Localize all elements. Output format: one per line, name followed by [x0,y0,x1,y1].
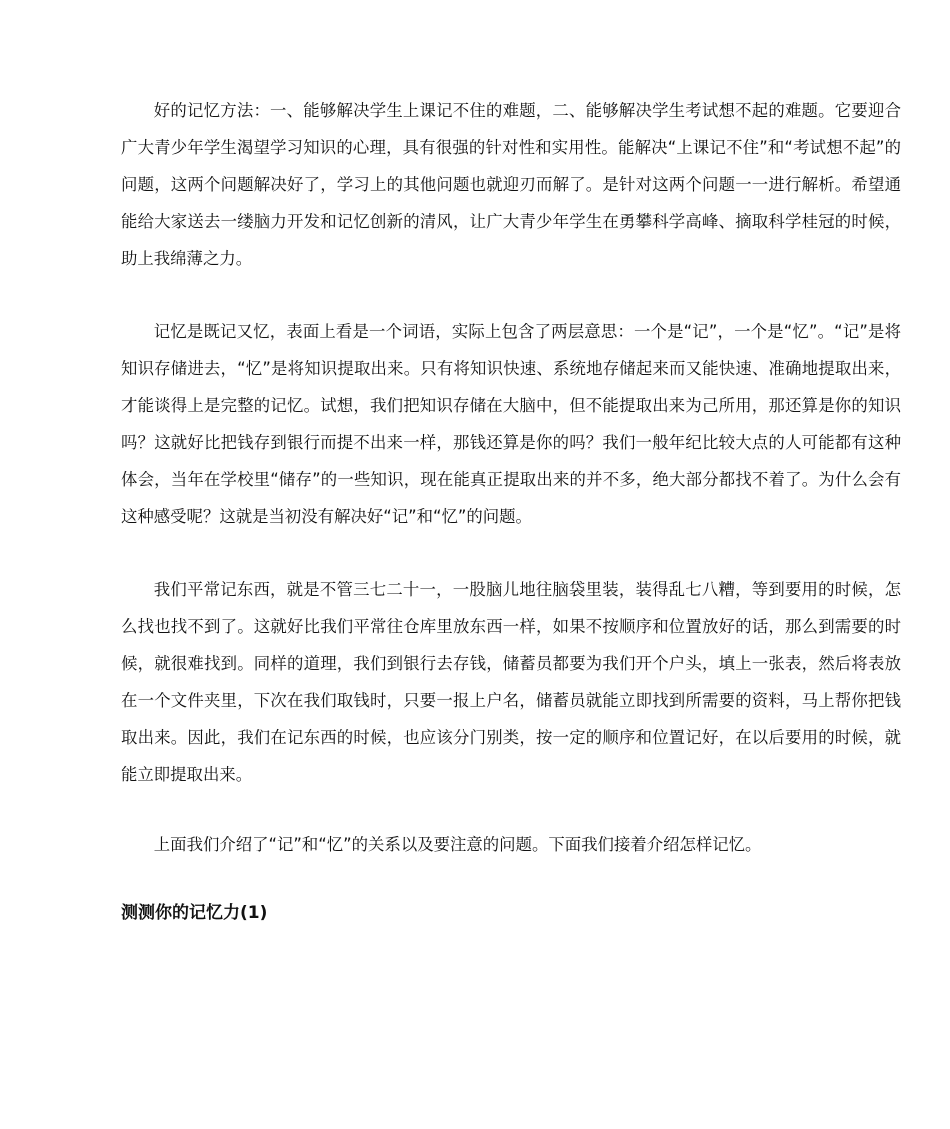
paragraph-memory-definition: 记忆是既记又忆，表面上看是一个词语，实际上包含了两层意思：一个是“记”，一个是“忆”。“记”是将知识存储进去，“忆”是将知识提取出来。只有将知识快速、系统地存储起来而又能快速、准确地提取出来，才能谈得上是完整的记忆。试想，我们把知识存储在大脑中，但不能提取出来为己所用，那还算是你的知识吗？这就好比把钱存到银行而提不出来一样，那钱还算是你的吗？我们一般年纪比较大点的人可能都有这种体会，当年在学校里“储存”的一些知识，现在能真正提取出来的并不多，绝大部分都找不着了。为什么会有这种感受呢？这就是当初没有解决好“记”和“忆”的问题。 [121,322,901,526]
section-heading: 测测你的记忆力(1) [121,903,268,923]
paragraph-memory-organization: 我们平常记东西，就是不管三七二十一，一股脑儿地往脑袋里装，装得乱七八糟，等到要用的时候，怎么找也找不到了。这就好比我们平常往仓库里放东西一样，如果不按顺序和位置放好的话，那么到需要的时候，就很难找到。同样的道理，我们到银行去存钱，储蓄员都要为我们开个户头，填上一张表，然后将表放在一个文件夹里，下次在我们取钱时，只要一报上户名，储蓄员就能立即找到所需要的资料，马上帮你把钱取出来。因此，我们在记东西的时候，也应该分门别类，按一定的顺序和位置记好，在以后要用的时候，就能立即提取出来。 [121,580,901,784]
paragraph-transition: 上面我们介绍了“记”和“忆”的关系以及要注意的问题。下面我们接着介绍怎样记忆。 [153,835,762,854]
paragraph-memory-method: 好的记忆方法：一、能够解决学生上课记不住的难题，二、能够解决学生考试想不起的难题。它要迎合广大青少年学生渴望学习知识的心理，具有很强的针对性和实用性。能解决“上课记不住”和“考试想不起”的问题，这两个问题解决好了，学习上的其他问题也就迎刃而解了。是针对这两个问题一一进行解析。希望通能给大家送去一缕脑力开发和记忆创新的清风，让广大青少年学生在勇攀科学高峰、摘取科学桂冠的时候，助上我绵薄之力。 [121,101,901,268]
document-page [121,92,901,932]
